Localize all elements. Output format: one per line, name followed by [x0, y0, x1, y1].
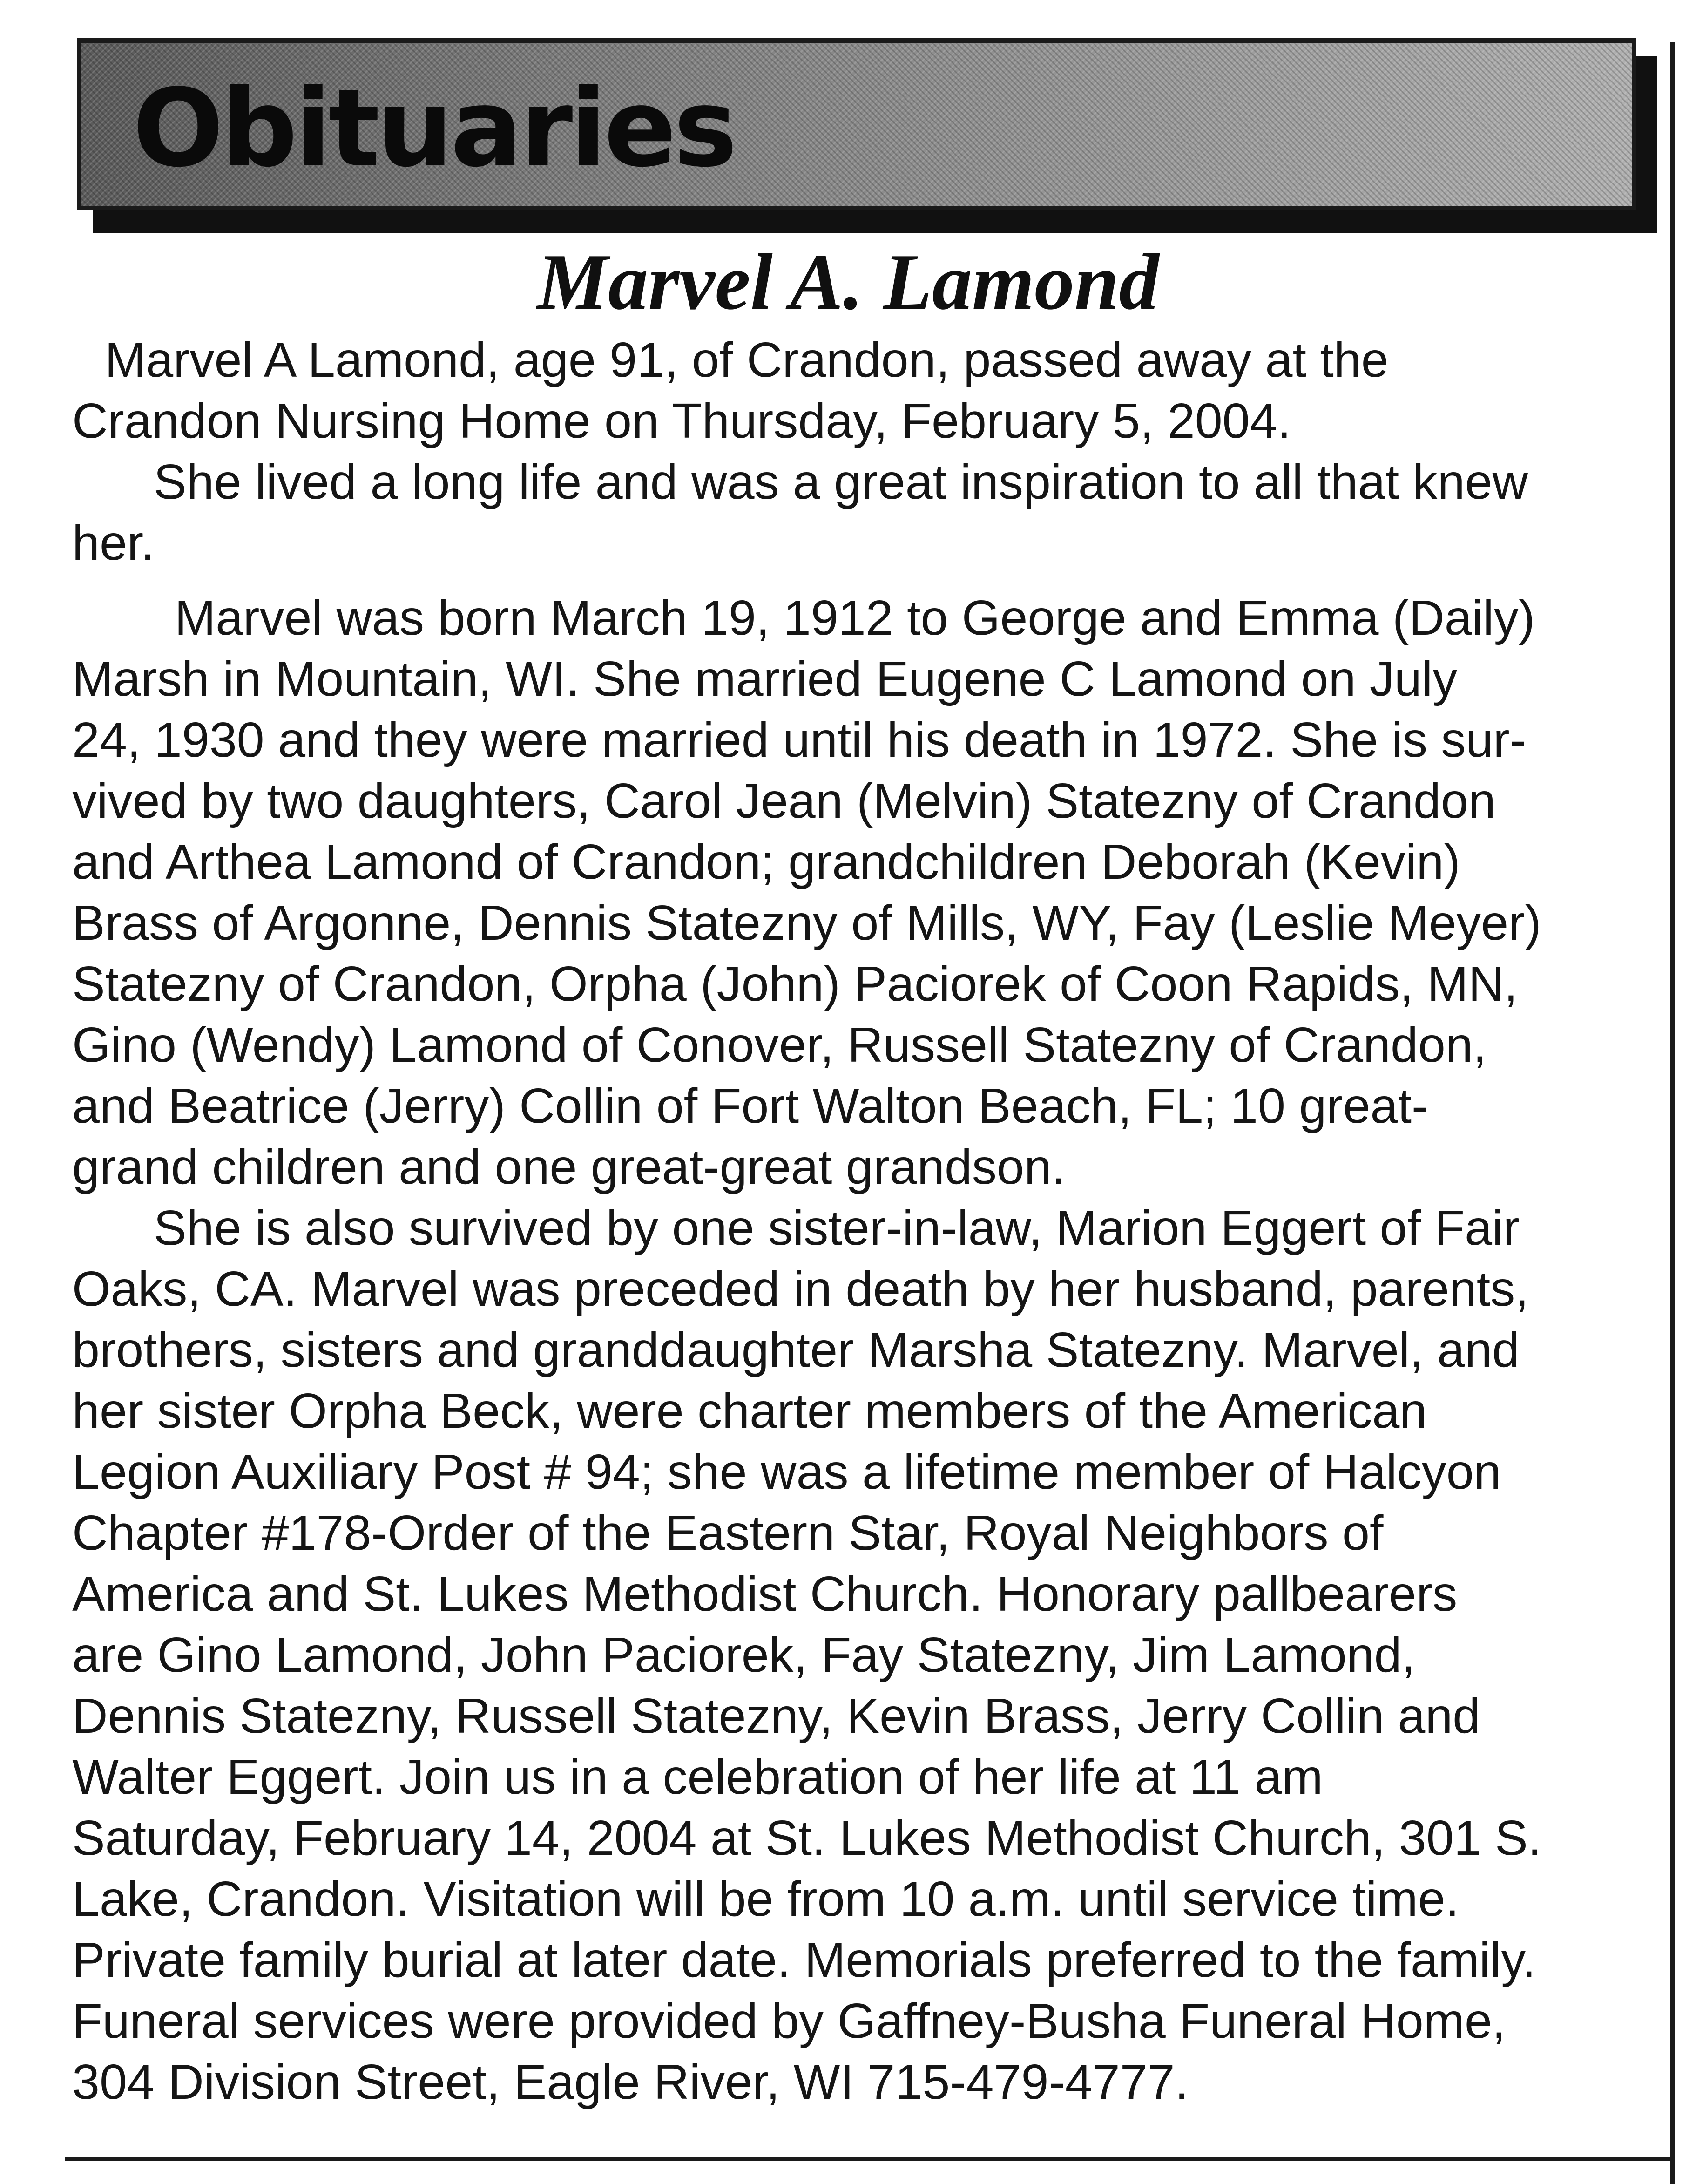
body-line: Funeral services were provided by Gaffney-Busha Funeral Home,: [72, 1994, 1506, 2048]
right-column-rule: [1670, 42, 1675, 2184]
banner-title: Obituaries: [133, 67, 735, 191]
body-line: grand children and one great-great grandson.: [72, 1139, 1066, 1194]
body-line: and Arthea Lamond of Crandon; grandchildren Deborah (Kevin): [72, 834, 1460, 889]
body-line: Private family burial at later date. Memorials preferred to the family.: [72, 1933, 1536, 1987]
body-line: 304 Division Street, Eagle River, WI 715-479-4777.: [72, 2055, 1189, 2109]
body-line: America and St. Lukes Methodist Church. Honorary pallbearers: [72, 1567, 1458, 1621]
body-line: Marsh in Mountain, WI. She married Eugene C Lamond on July: [72, 651, 1458, 706]
body-line: brothers, sisters and granddaughter Marsha Statezny. Marvel, and: [72, 1323, 1520, 1377]
section-banner: [77, 38, 1636, 210]
body-line: Chapter #178-Order of the Eastern Star, Royal Neighbors of: [72, 1506, 1384, 1560]
body-line: Saturday, February 14, 2004 at St. Lukes Methodist Church, 301 S.: [72, 1811, 1542, 1865]
body-line: vived by two daughters, Carol Jean (Melvin) Statezny of Crandon: [72, 773, 1496, 828]
body-line: Marvel A Lamond, age 91, of Crandon, passed away at the: [105, 332, 1389, 387]
body-line: Statezny of Crandon, Orpha (John) Paciorek of Coon Rapids, MN,: [72, 956, 1518, 1011]
body-line: Walter Eggert. Join us in a celebration of her life at 11 am: [72, 1750, 1323, 1804]
body-line: Dennis Statezny, Russell Statezny, Kevin Brass, Jerry Collin and: [72, 1689, 1480, 1743]
body-line: Crandon Nursing Home on Thursday, February 5, 2004.: [72, 393, 1291, 448]
body-line: are Gino Lamond, John Paciorek, Fay Statezny, Jim Lamond,: [72, 1628, 1416, 1682]
body-line: Gino (Wendy) Lamond of Conover, Russell Statezny of Crandon,: [72, 1017, 1487, 1072]
bottom-rule: [65, 2157, 1670, 2161]
body-line: Marvel was born March 19, 1912 to George and Emma (Daily): [175, 590, 1535, 645]
body-line: her.: [72, 515, 155, 570]
obituary-headline: Marvel A. Lamond: [537, 238, 1159, 326]
body-line: 24, 1930 and they were married until his death in 1972. She is sur-: [72, 712, 1526, 767]
body-line: Oaks, CA. Marvel was preceded in death by her husband, parents,: [72, 1262, 1529, 1316]
body-line: She is also survived by one sister-in-law, Marion Eggert of Fair: [154, 1201, 1520, 1255]
body-line: Lake, Crandon. Visitation will be from 10 a.m. until service time.: [72, 1872, 1460, 1926]
body-line: her sister Orpha Beck, were charter members of the American: [72, 1384, 1427, 1438]
body-line: Legion Auxiliary Post # 94; she was a lifetime member of Halcyon: [72, 1445, 1501, 1499]
body-line: and Beatrice (Jerry) Collin of Fort Walton Beach, FL; 10 great-: [72, 1078, 1428, 1133]
body-line: She lived a long life and was a great inspiration to all that knew: [154, 454, 1528, 509]
body-line: Brass of Argonne, Dennis Statezny of Mills, WY, Fay (Leslie Meyer): [72, 895, 1541, 950]
